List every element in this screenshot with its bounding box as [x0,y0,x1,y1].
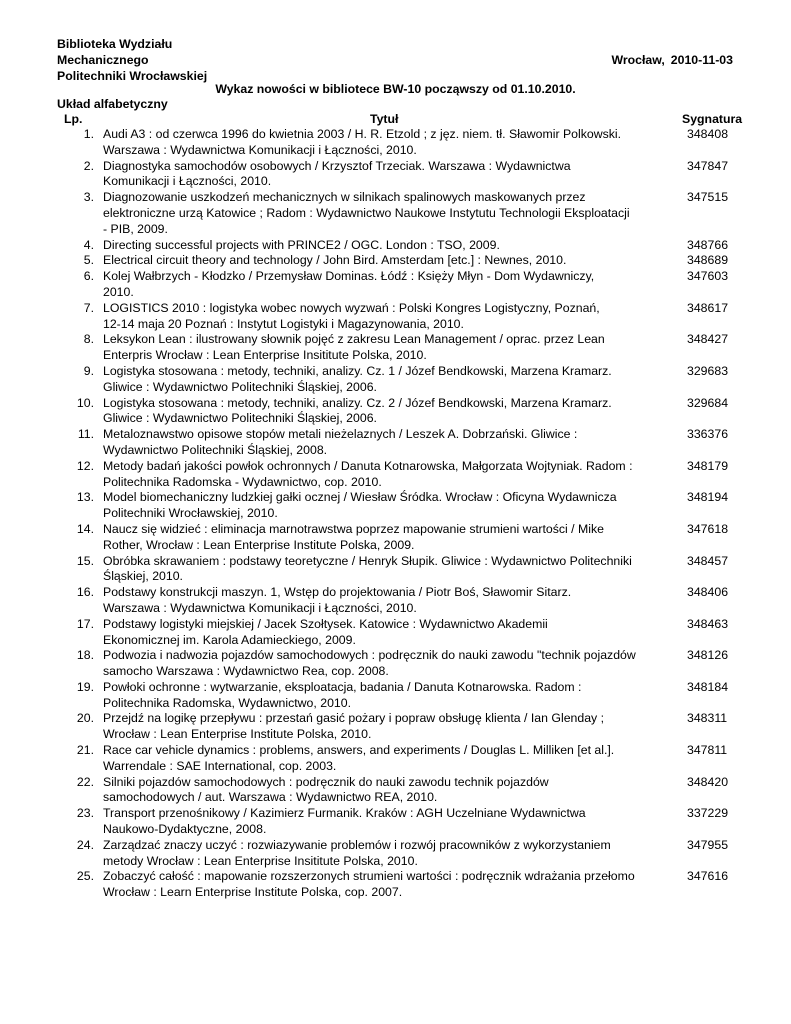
list-item [0,396,791,428]
item-description [103,648,666,680]
item-description-line: Electrical circuit theory and technology / John Bird. Amsterdam [etc.] : Newnes, 2010. [103,253,567,268]
item-signature: 329684 [687,395,729,410]
item-description [103,806,666,838]
city: Wrocław, [611,53,665,67]
list-item [0,775,791,807]
item-description-line: Wrocław : Learn Enterprise Institute Polska, cop. 2007. [103,885,403,900]
date: 2010-11-03 [670,53,733,67]
item-number: 7. [83,300,94,315]
item-number: 8. [83,332,94,347]
item-number: 3. [83,190,94,205]
item-description-line: 12-14 maja 20 Poznań : Instytut Logistyki i Magazynowania, 2010. [103,316,464,331]
item-description-line: Leksykon Lean : ilustrowany słownik pojęć z zakresu Lean Management / oprac. przez Lean [103,332,605,347]
item-number: 14. [76,521,94,536]
item-description [103,838,666,870]
item-description [103,743,666,775]
item-signature: 347955 [687,837,729,852]
item-number: 17. [76,616,94,631]
item-signature: 348689 [687,253,729,268]
item-description [103,680,666,712]
item-number: 12. [76,458,94,473]
item-description [103,522,666,554]
item-signature: 348184 [687,679,729,694]
item-description [103,617,666,649]
item-description [103,364,666,396]
item-description-line: Warszawa : Wydawnictwa Komunikacji i Łączności, 2010. [103,142,417,157]
item-description-line: Logistyka stosowana : metody, techniki, analizy. Cz. 1 / Józef Bendkowski, Marzena Kramarz. [103,363,612,378]
item-description [103,301,666,333]
item-description-line: elektroniczne urzą Katowice ; Radom : Wydawnictwo Naukowe Instytutu Technologii Eksploatacji [103,205,630,220]
list-item [0,301,791,333]
item-description-line: Rother, Wrocław : Lean Enterprise Institute Polska, 2009. [103,537,415,552]
item-description-line: Directing successful projects with PRINCE2 / OGC. London : TSO, 2009. [103,237,500,252]
list-item [0,585,791,617]
item-description-line: Race car vehicle dynamics : problems, answers, and experiments / Douglas L. Milliken [et al.]. [103,743,615,758]
item-signature: 347618 [687,521,729,536]
list-item [0,554,791,586]
item-description [103,127,666,159]
item-number: 4. [83,237,94,252]
column-header-title: Tytuł [370,112,399,126]
item-description [103,711,666,743]
item-description [103,332,666,364]
list-item [0,269,791,301]
item-signature: 336376 [687,427,729,442]
item-number: 9. [83,363,94,378]
library-name-line: Biblioteka Wydziału [57,37,173,51]
library-name [57,37,207,84]
item-number: 5. [83,253,94,268]
item-description-line: Logistyka stosowana : metody, techniki, analizy. Cz. 2 / Józef Bendkowski, Marzena Kramarz. [103,395,612,410]
column-header-lp: Lp. [64,112,83,126]
item-signature: 337229 [687,806,729,821]
item-description-line: Obróbka skrawaniem : podstawy teoretyczne / Henryk Słupik. Gliwice : Wydawnictwo Politechniki [103,553,632,568]
item-signature: 348179 [687,458,729,473]
item-description [103,159,666,191]
item-number: 2. [83,158,94,173]
list-item [0,680,791,712]
item-description-line: Śląskiej, 2010. [103,569,183,584]
item-description-line: Zobaczyć całość : mapowanie rozszerzonych strumieni wartości : podręcznik wdrażania przełomo [103,869,635,884]
item-signature: 348766 [687,237,729,252]
list-item [0,238,791,254]
library-name-line: Mechanicznego [57,52,149,67]
list-item [0,617,791,649]
item-description [103,490,666,522]
item-description-line: Metaloznawstwo opisowe stopów metali nieżelaznych / Leszek A. Dobrzański. Gliwice : [103,427,578,442]
item-description-line: samochodowych / aut. Warszawa : Wydawnictwo REA, 2010. [103,790,438,805]
item-description-line: Podstawy logistyki miejskiej / Jacek Szołtysek. Katowice : Wydawnictwo Akademii [103,616,548,631]
item-number: 20. [76,711,94,726]
list-item [0,427,791,459]
item-number: 24. [76,837,94,852]
item-description-line: metody Wrocław : Lean Enterprise Insititute Polska, 2010. [103,853,418,868]
list-item [0,743,791,775]
item-description [103,190,666,237]
item-number: 18. [76,648,94,663]
item-description [103,585,666,617]
place-and-date [611,53,733,69]
item-number: 1. [83,127,94,141]
item-description-line: Gliwice : Wydawnictwo Politechniki Śląskiej, 2006. [103,379,377,394]
item-description-line: Podwozia i nadwozia pojazdów samochodowych : podręcznik do nauki zawodu "technik pojazdów [103,648,636,663]
item-description-line: Naucz się widzieć : eliminacja marnotrawstwa poprzez mapowanie strumieni wartości / Mike [103,521,604,536]
library-name-line: Politechniki Wrocławskiej [57,68,208,83]
item-description-line: Metody badań jakości powłok ochronnych / Danuta Kotnarowska, Małgorzata Wojtyniak. Radom : [103,458,633,473]
item-signature: 348406 [687,585,729,600]
item-description [103,238,666,254]
item-description-line: Przejdź na logikę przepływu : przestań gasić pożary i popraw obsługę klienta / Ian Glenday ; [103,711,605,726]
list-item [0,838,791,870]
item-signature: 348463 [687,616,729,631]
item-description [103,269,666,301]
item-description-line: samocho Warszawa : Wydawnictwo Rea, cop. 2008. [103,664,389,679]
list-item [0,459,791,491]
list-title: Wykaz nowości w bibliotece BW-10 począwszy od 01.10.2010. [215,82,576,96]
item-number: 21. [76,743,94,758]
item-description-line: Politechnika Radomska, Wydawnictwo, 2010. [103,695,351,710]
item-description-line: Diagnozowanie uszkodzeń mechanicznych w silnikach spalinowych maskowanych przez [103,190,586,205]
item-description-line: Audi A3 : od czerwca 1996 do kwietnia 2003 / H. R. Etzold ; z jęz. niem. tł. Sławomir Polkowski. [103,127,622,141]
item-number: 10. [76,395,94,410]
item-description-line: 2010. [103,284,134,299]
item-signature: 348427 [687,332,729,347]
item-signature: 348617 [687,300,729,315]
item-description-line: Kolej Wałbrzych - Kłodzko / Przemysław Dominas. Łódź : Księży Młyn - Dom Wydawniczy, [103,269,595,284]
item-description [103,253,666,269]
list-item [0,806,791,838]
item-signature: 347603 [687,269,729,284]
item-description-line: Politechnika Radomska - Wydawnictwo, cop. 2010. [103,474,382,489]
entries-list [0,127,791,901]
item-number: 25. [76,869,94,884]
list-item [0,253,791,269]
item-description-line: Warszawa : Wydawnictwa Komunikacji i Łączności, 2010. [103,600,417,615]
item-description-line: Enterpris Wrocław : Lean Enterprise Insititute Polska, 2010. [103,348,427,363]
item-number: 11. [77,427,94,442]
item-number: 22. [76,774,94,789]
item-signature: 347847 [687,158,729,173]
item-signature: 347515 [687,190,729,205]
item-description-line: Politechniki Wrocławskiej, 2010. [103,506,278,521]
item-signature: 348457 [687,553,729,568]
item-description [103,427,666,459]
list-item [0,332,791,364]
list-item [0,190,791,237]
item-description-line: Zarządzać znaczy uczyć : rozwiazywanie problemów i rozwój pracowników z wykorzystaniem [103,837,611,852]
list-item [0,648,791,680]
list-item [0,490,791,522]
item-description [103,554,666,586]
item-description-line: Podstawy konstrukcji maszyn. 1, Wstęp do projektowania / Piotr Boś, Sławomir Sitarz. [103,585,572,600]
item-number: 19. [76,679,94,694]
item-signature: 348311 [687,711,728,726]
list-item [0,711,791,743]
item-description-line: LOGISTICS 2010 : logistyka wobec nowych wyzwań : Polski Kongres Logistyczny, Poznań, [103,300,600,315]
item-number: 15. [76,553,94,568]
item-number: 6. [83,269,94,284]
item-description [103,459,666,491]
item-description-line: Powłoki ochronne : wytwarzanie, eksploatacja, badania / Danuta Kotnarowska. Radom : [103,679,582,694]
item-signature: 347811 [687,743,728,758]
item-signature: 348420 [687,774,729,789]
item-description-line: Diagnostyka samochodów osobowych / Krzysztof Trzeciak. Warszawa : Wydawnictwa [103,158,571,173]
item-description-line: Naukowo-Dydaktyczne, 2008. [103,822,267,837]
item-description-line: Komunikacji i Łączności, 2010. [103,174,272,189]
item-signature: 329683 [687,363,729,378]
item-description-line: Transport przenośnikowy / Kazimierz Furmanik. Kraków : AGH Uczelniane Wydawnictwa [103,806,586,821]
item-number: 13. [76,490,94,505]
item-description-line: Ekonomicznej im. Karola Adamieckiego, 2009. [103,632,356,647]
item-signature: 348194 [687,490,729,505]
list-item [0,522,791,554]
item-number: 23. [76,806,94,821]
list-item [0,159,791,191]
item-description-line: - PIB, 2009. [103,221,168,236]
item-description [103,396,666,428]
item-description-line: Gliwice : Wydawnictwo Politechniki Śląskiej, 2006. [103,411,377,426]
item-description-line: Warrendale : SAE International, cop. 2003. [103,758,337,773]
item-description-line: Wydawnictwo Politechniki Śląskiej, 2008. [103,442,328,457]
item-signature: 347616 [687,869,729,884]
list-item [0,364,791,396]
item-description-line: Model biomechaniczny ludzkiej gałki ocznej / Wiesław Śródka. Wrocław : Oficyna Wydawnicza [103,490,617,505]
item-description [103,775,666,807]
item-signature: 348126 [687,648,729,663]
item-description-line: Wrocław : Lean Enterprise Institute Polska, 2010. [103,727,372,742]
list-item [0,127,791,159]
item-description-line: Silniki pojazdów samochodowych : podręcznik do nauki zawodu technik pojazdów [103,774,549,789]
item-number: 16. [76,585,94,600]
column-header-signature: Sygnatura [682,112,743,126]
item-description [103,869,666,901]
list-item [0,869,791,901]
item-signature: 348408 [687,127,729,141]
order-label: Układ alfabetyczny [57,97,168,111]
